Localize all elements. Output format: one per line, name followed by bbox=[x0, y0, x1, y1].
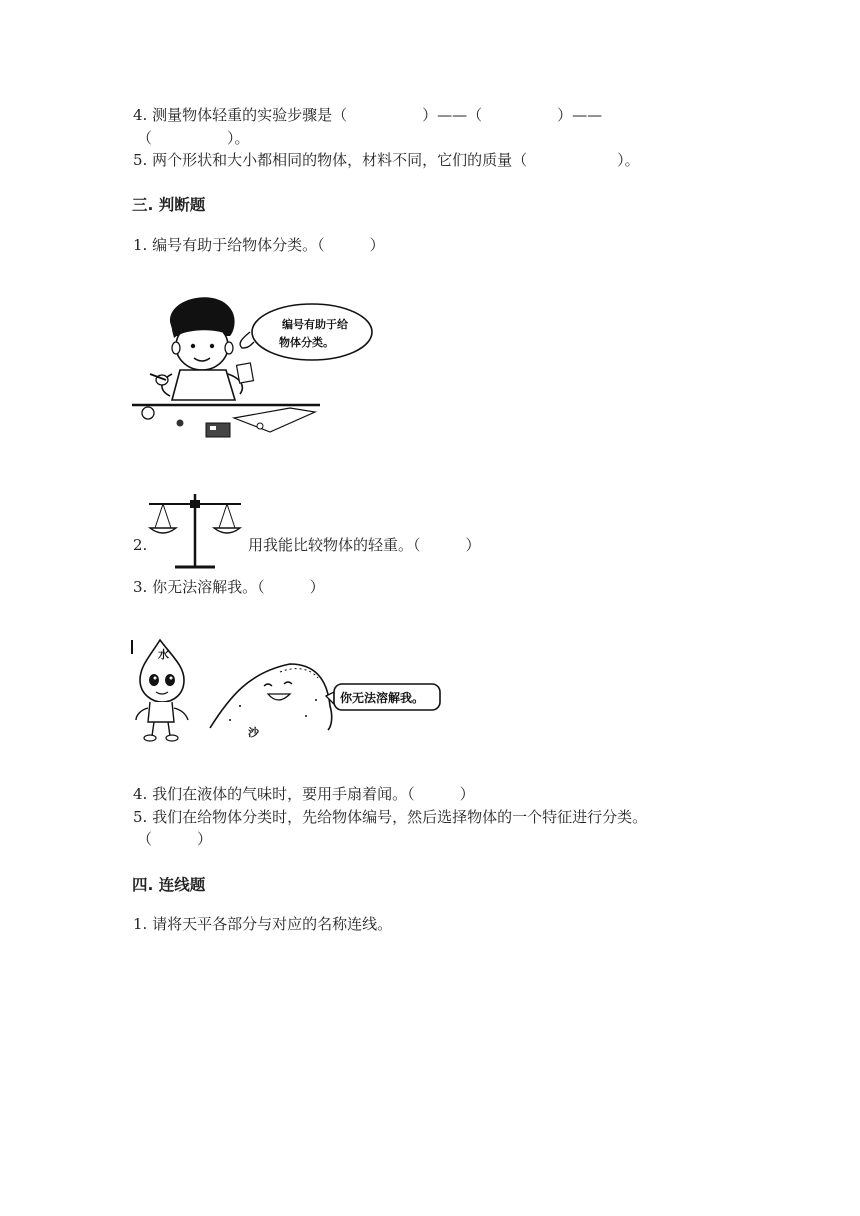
judge-q1: 1. 编号有助于给物体分类。（ ） bbox=[133, 236, 385, 254]
match-q1: 1. 请将天平各部分与对应的名称连线。 bbox=[133, 915, 393, 933]
section3-heading: 三. 判断题 bbox=[132, 196, 206, 214]
judge-q3: 3. 你无法溶解我。（ ） bbox=[133, 578, 325, 596]
sand-label: 沙 bbox=[248, 726, 259, 739]
boy-classifying-illustration bbox=[130, 290, 380, 450]
sand-bubble-text: 你无法溶解我。 bbox=[340, 691, 425, 705]
judge-q2-number: 2. bbox=[133, 536, 148, 554]
judge-q5-line2: （ ） bbox=[137, 830, 213, 848]
boy-bubble-line1: 编号有助于给 bbox=[282, 318, 348, 331]
section4-heading: 四. 连线题 bbox=[132, 876, 206, 894]
water-label: 水 bbox=[158, 648, 169, 661]
boy-bubble-line2: 物体分类。 bbox=[279, 336, 334, 349]
judge-q2-text: 用我能比较物体的轻重。（ ） bbox=[248, 536, 481, 554]
judge-q4: 4. 我们在液体的气味时，要用手扇着闻。（ ） bbox=[133, 785, 475, 803]
water-sand-illustration bbox=[130, 636, 450, 746]
judge-q5-line1: 5. 我们在给物体分类时，先给物体编号，然后选择物体的一个特征进行分类。 bbox=[133, 808, 648, 826]
fill-q4-line1: 4. 测量物体轻重的实验步骤是（ ）——（ ）—— bbox=[133, 106, 603, 124]
fill-q4-line2: （ ）。 bbox=[137, 129, 250, 147]
balance-scale-icon bbox=[145, 492, 245, 570]
fill-q5: 5. 两个形状和大小都相同的物体，材料不同，它们的质量（ ）。 bbox=[133, 151, 640, 169]
